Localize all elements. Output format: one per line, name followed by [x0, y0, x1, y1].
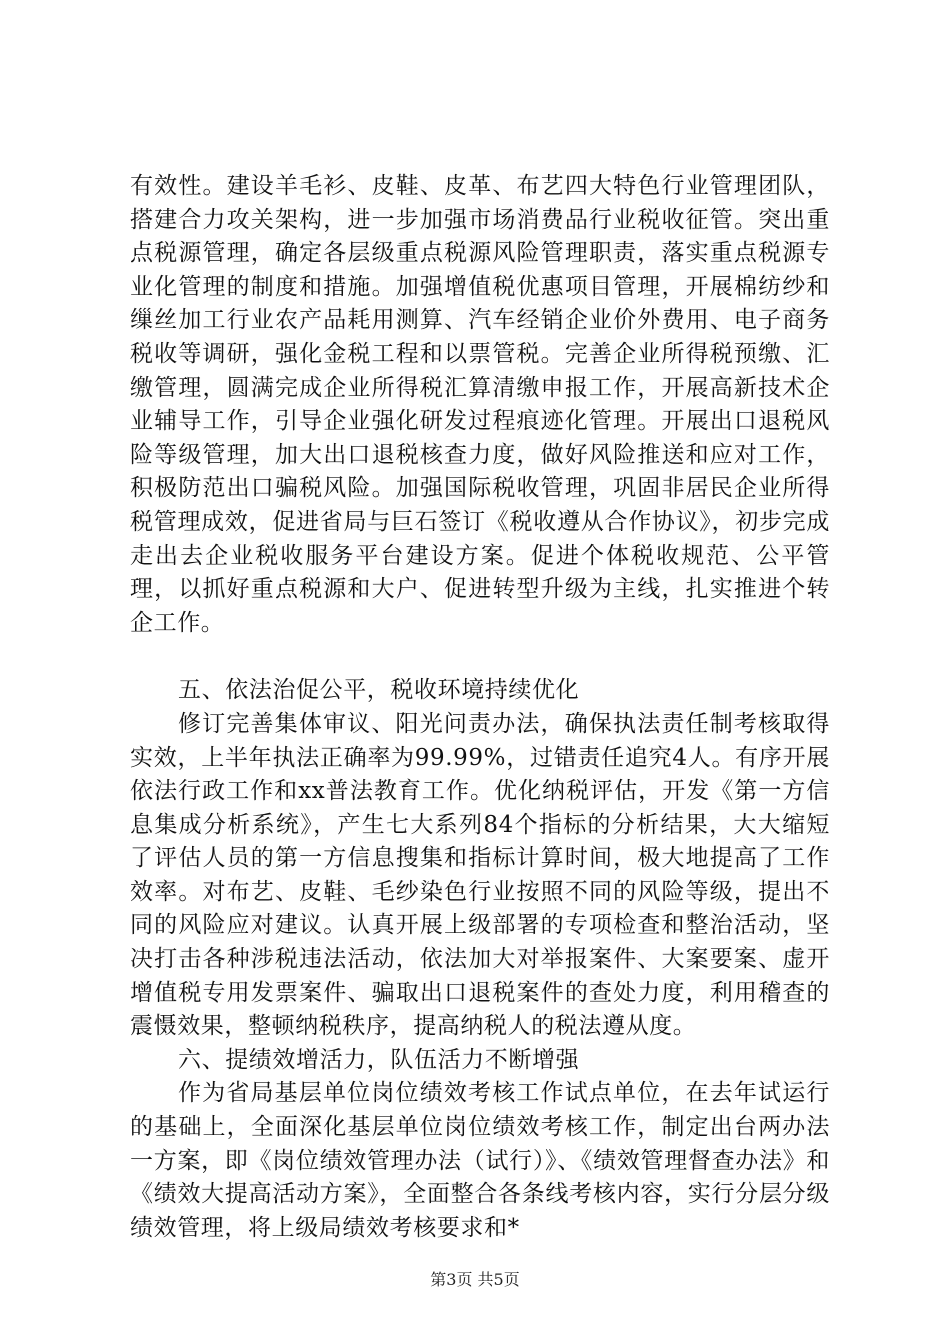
section-heading-5: 五、依法治促公平，税收环境持续优化 — [178, 677, 580, 704]
body-paragraph-1: 有效性。建设羊毛衫、皮鞋、皮革、布艺四大特色行业管理团队，搭建合力攻关架构，进一步加强市场消费品行业税收征管。突出重点税源管理，确定各层级重点税源风险管理职责，落实重点税源专业化管理的制度和措施。加强增值税优惠项目管理，开展棉纺纱和缫丝加工行业农产品耗用测算、汽车经销企业价外费用、电子商务税收等调研，强化金税工程和以票管税。完善企业所得税预缴、汇缴管理，圆满完成企业所得税汇算清缴申报工作，开展高新技术企业辅导工作，引导企业强化研发过程痕迹化管理。开展出口退税风险等级管理，加大出口退税核查力度，做好风险推送和应对工作，积极防范出口骗税风险。加强国际税收管理，巩固非居民企业所得税管理成效，促进省局与巨石签订《税收遵从合作协议》，初步完成走出去企业税收服务平台建设方案。促进个体税收规范、公平管理，以抓好重点税源和大户、促进转型升级为主线，扎实推进个转企工作。 — [130, 173, 830, 636]
document-body — [130, 170, 830, 1245]
body-paragraph-2: 修订完善集体审议、阳光问责办法，确保执法责任制考核取得实效，上半年执法正确率为99.99%，过错责任追究4人。有序开展依法行政工作和xx普法教育工作。优化纳税评估，开发《第一方信息集成分析系统》，产生七大系列84个指标的分析结果，大大缩短了评估人员的第一方信息搜集和指标计算时间，极大地提高了工作效率。对布艺、皮鞋、毛纱染色行业按照不同的风险等级，提出不同的风险应对建议。认真开展上级部署的专项检查和整治活动，坚决打击各种涉税违法活动，依法加大对举报案件、大案要案、虚开增值税专用发票案件、骗取出口退税案件的查处力度，利用稽查的震慑效果，整顿纳税秩序，提高纳税人的税法遵从度。 — [130, 710, 830, 1040]
section-heading-6: 六、提绩效增活力，队伍活力不断增强 — [178, 1046, 580, 1073]
page-footer — [0, 1270, 950, 1290]
body-paragraph-3: 作为省局基层单位岗位绩效考核工作试点单位，在去年试运行的基础上，全面深化基层单位岗位绩效考核工作，制定出台两办法一方案，即《岗位绩效管理办法（试行）》、《绩效管理督查办法》和《绩效大提高活动方案》，全面整合各条线考核内容，实行分层分级绩效管理，将上级局绩效考核要求和* — [130, 1080, 830, 1241]
page-number: 第3页 共5页 — [430, 1270, 520, 1289]
